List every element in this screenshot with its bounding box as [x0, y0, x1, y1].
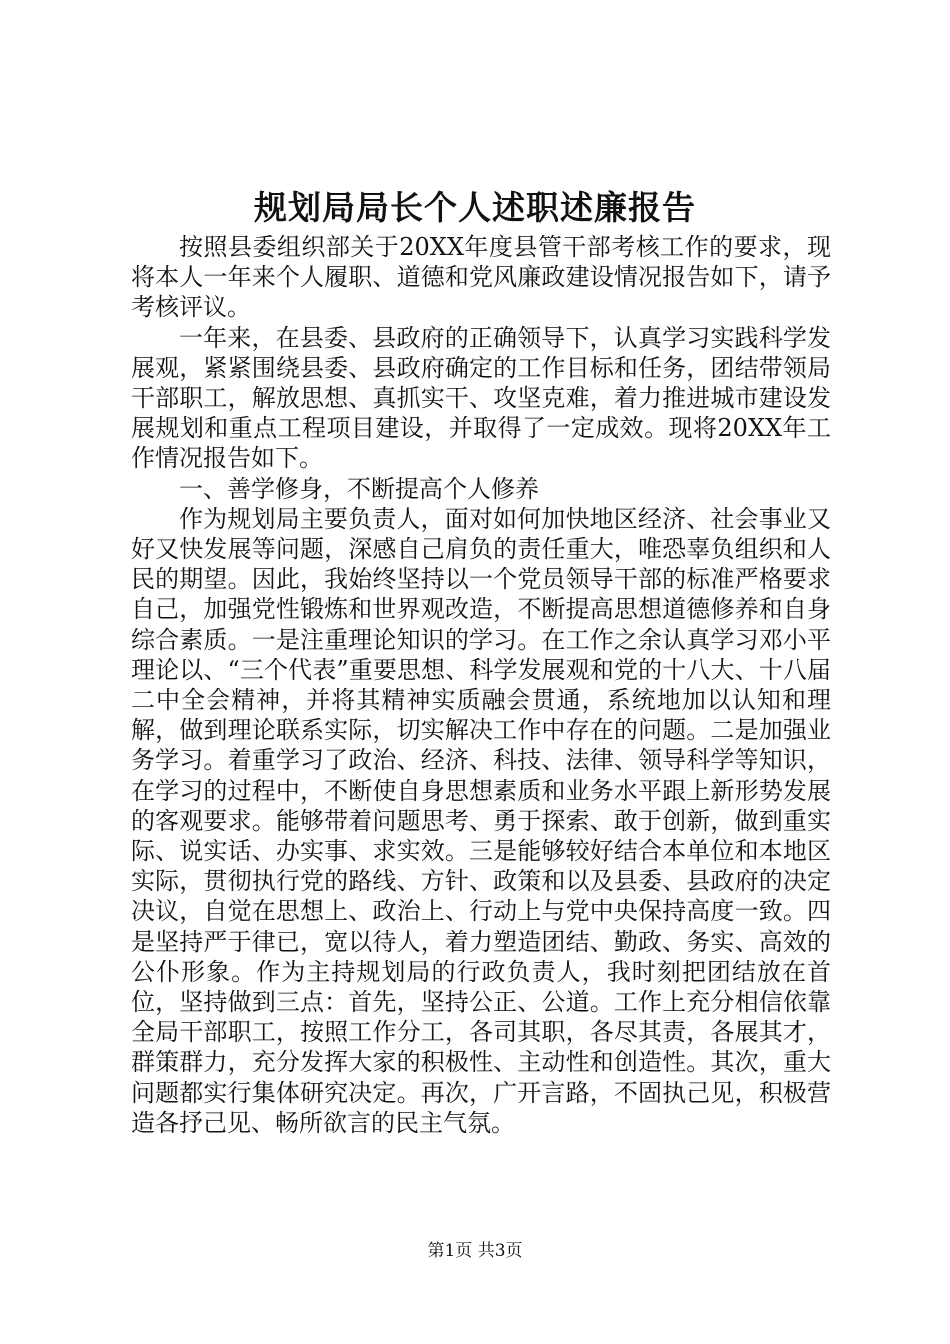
paragraph-overview: 一年来，在县委、县政府的正确领导下，认真学习实践科学发展观，紧紧围绕县委、县政府确定的工作目标和任务，团结带领局干部职工，解放思想、真抓实干、攻坚克难，着力推进城市建设发展规划和重点工程项目建设，并取得了一定成效。现将20XX年工作情况报告如下。 — [131, 323, 831, 473]
document-body — [131, 232, 831, 1138]
document-title: 规划局局长个人述职述廉报告 — [254, 188, 696, 227]
paragraph-section-1: 作为规划局主要负责人，面对如何加快地区经济、社会事业又好又快发展等问题，深感自己肩负的责任重大，唯恐辜负组织和人民的期望。因此，我始终坚持以一个党员领导干部的标准严格要求自己，加强党性锻炼和世界观改造，不断提高思想道德修养和自身综合素质。一是注重理论知识的学习。在工作之余认真学习邓小平理论以、“三个代表”重要思想、科学发展观和党的十八大、十八届二中全会精神，并将其精神实质融会贯通，系统地加以认知和理解，做到理论联系实际，切实解决工作中存在的问题。二是加强业务学习。着重学习了政治、经济、科技、法律、领导科学等知识，在学习的过程中，不断使自身思想素质和业务水平跟上新形势发展的客观要求。能够带着问题思考、勇于探索、敢于创新，做到重实际、说实话、办实事、求实效。三是能够较好结合本单位和本地区实际，贯彻执行党的路线、方针、政策和以及县委、县政府的决定决议，自觉在思想上、政治上、行动上与党中央保持高度一致。四是坚持严于律已，宽以待人，着力塑造团结、勤政、务实、高效的公仆形象。作为主持规划局的行政负责人，我时刻把团结放在首位，坚持做到三点：首先，坚持公正、公道。工作上充分相信依靠全局干部职工，按照工作分工，各司其职，各尽其责，各展其才，群策群力，充分发挥大家的积极性、主动性和创造性。其次，重大问题都实行集体研究决定。再次，广开言路，不固执己见，积极营造各抒己见、畅所欲言的民主气氛。 — [131, 504, 831, 1137]
paragraph-intro: 按照县委组织部关于20XX年度县管干部考核工作的要求，现将本人一年来个人履职、道德和党风廉政建设情况报告如下，请予考核评议。 — [131, 233, 831, 322]
section-heading-1: 一、善学修身，不断提高个人修养 — [179, 474, 539, 503]
page-number-footer: 第1页 共3页 — [427, 1241, 523, 1261]
